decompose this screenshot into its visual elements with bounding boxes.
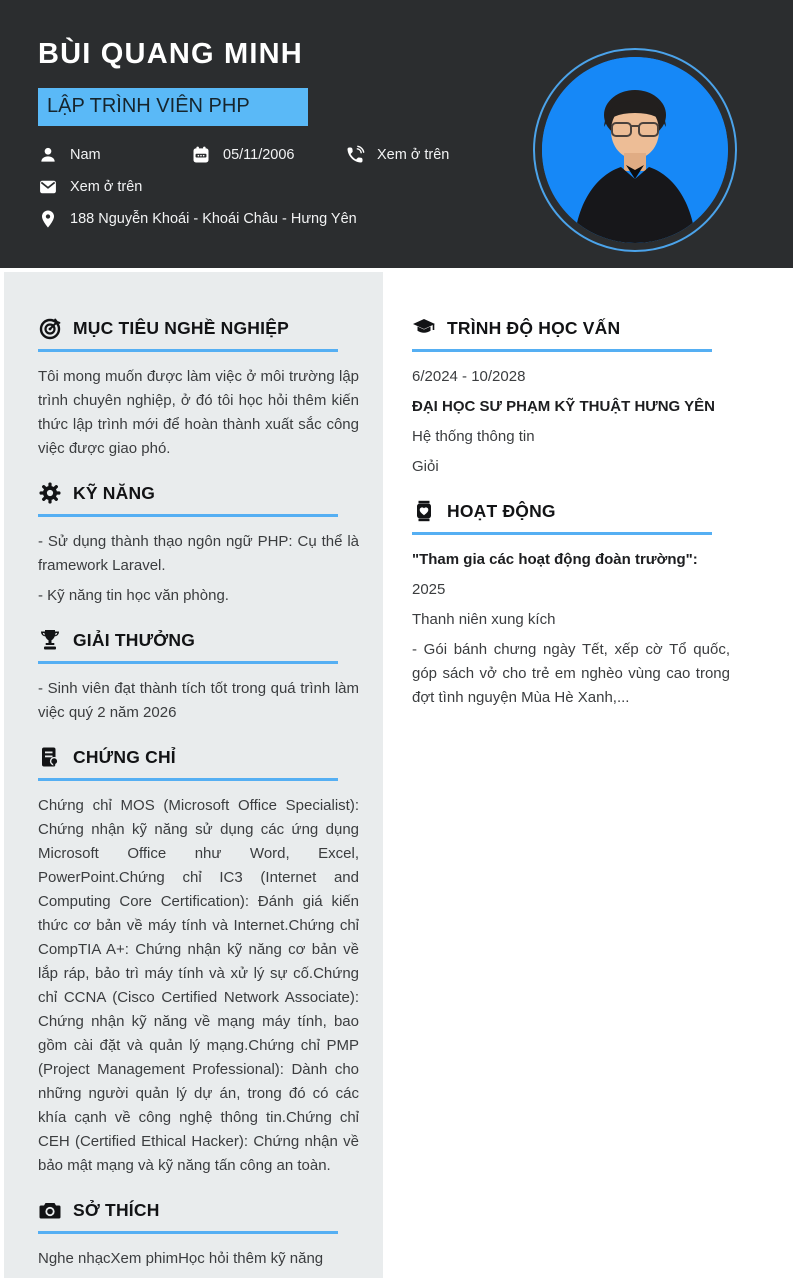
section-certificates-title: CHỨNG CHỈ bbox=[73, 746, 176, 767]
avatar-portrait bbox=[542, 57, 728, 243]
section-objective-title: MỤC TIÊU NGHỀ NGHIỆP bbox=[73, 317, 289, 338]
section-hobbies-header bbox=[38, 1198, 338, 1234]
section-activities-title: HOẠT ĐỘNG bbox=[447, 500, 556, 521]
hobbies-text: Nghe nhạcXem phimHọc hỏi thêm kỹ năng bbox=[38, 1250, 324, 1267]
section-activities bbox=[412, 499, 730, 710]
section-hobbies bbox=[38, 1198, 359, 1271]
contact-address-label: 188 Nguyễn Khoái - Khoái Châu - Hưng Yên bbox=[70, 211, 357, 227]
contact-address bbox=[38, 209, 357, 229]
person-name: BÙI QUANG MINH bbox=[38, 38, 303, 70]
activities-heading: "Tham gia các hoạt động đoàn trường": bbox=[412, 551, 698, 568]
contact-gender-label: Nam bbox=[70, 147, 101, 163]
contact-dob bbox=[191, 145, 295, 165]
graduation-cap-icon bbox=[412, 316, 436, 340]
section-certificates bbox=[38, 745, 359, 1178]
certificate-icon bbox=[38, 745, 62, 769]
section-hobbies-title: SỞ THÍCH bbox=[73, 1199, 160, 1220]
contact-phone bbox=[345, 145, 449, 165]
heart-watch-icon bbox=[412, 499, 436, 523]
contact-phone-label: Xem ở trên bbox=[377, 147, 450, 163]
section-objective-header bbox=[38, 316, 338, 352]
education-period: 6/2024 - 10/2028 bbox=[412, 368, 526, 385]
calendar-icon bbox=[191, 145, 211, 165]
activities-org: Thanh niên xung kích bbox=[412, 611, 556, 628]
education-grade: Giỏi bbox=[412, 458, 439, 475]
avatar bbox=[542, 57, 728, 243]
contact-gender bbox=[38, 145, 101, 165]
job-title-badge: LẬP TRÌNH VIÊN PHP bbox=[38, 88, 308, 126]
section-activities-header bbox=[412, 499, 712, 535]
gear-icon bbox=[38, 481, 62, 505]
section-awards-header bbox=[38, 628, 338, 664]
section-certificates-header bbox=[38, 745, 338, 781]
left-column bbox=[4, 272, 383, 1278]
education-school: ĐẠI HỌC SƯ PHẠM KỸ THUẬT HƯNG YÊN bbox=[412, 398, 715, 415]
contact-email bbox=[38, 177, 142, 197]
section-awards-title: GIẢI THƯỞNG bbox=[73, 629, 196, 650]
activities-year: 2025 bbox=[412, 581, 446, 598]
skill-item: - Sử dụng thành thạo ngôn ngữ PHP: Cụ thể là framework Laravel. bbox=[38, 533, 359, 574]
email-icon bbox=[38, 177, 58, 197]
skill-item: - Kỹ năng tin học văn phòng. bbox=[38, 587, 229, 604]
target-icon bbox=[38, 316, 62, 340]
section-objective bbox=[38, 316, 359, 461]
camera-icon bbox=[38, 1198, 62, 1222]
section-skills-header bbox=[38, 481, 338, 517]
trophy-icon bbox=[38, 628, 62, 652]
objective-text: Tôi mong muốn được làm việc ở môi trường lập trình chuyên nghiệp, ở đó tôi học hỏi thêm kiến thức lập trình mới để hoàn thành xuất sắc công việc được giao phó. bbox=[38, 368, 359, 457]
section-skills bbox=[38, 481, 359, 608]
certificates-text: Chứng chỉ MOS (Microsoft Office Specialist): Chứng nhận kỹ năng sử dụng các ứng dụng Microsoft Office như Word, Excel, PowerPoint.Chứng chỉ IC3 (Internet and Computing Core Certification): Đánh giá kiến thức cơ bản về máy tính và Internet.Chứng chỉ CompTIA A+: Chứng nhận kỹ năng cơ bản về lắp ráp, bảo trì máy tính và xử lý sự cố.Chứng chỉ CCNA (Cisco Certified Network Associate): Chứng nhận kỹ năng về mạng máy tính, bao gồm cài đặt và quản lý mạng.Chứng chỉ PMP (Project Management Professional): Dành cho những người quản lý dự án, trong đó có các khía cạnh về công nghệ thông tin.Chứng chỉ CEH (Certified Ethical Hacker): Chứng nhận về bảo mật mạng và kỹ năng tấn công an toàn. bbox=[38, 797, 359, 1174]
award-item: - Sinh viên đạt thành tích tốt trong quá trình làm việc quý 2 năm 2026 bbox=[38, 680, 359, 721]
contact-dob-label: 05/11/2006 bbox=[223, 147, 295, 163]
section-awards bbox=[38, 628, 359, 725]
section-education bbox=[412, 316, 730, 479]
phone-icon bbox=[345, 145, 365, 165]
right-column bbox=[383, 272, 800, 1280]
person-icon bbox=[38, 145, 58, 165]
location-icon bbox=[38, 209, 58, 229]
section-education-header bbox=[412, 316, 712, 352]
section-education-title: TRÌNH ĐỘ HỌC VẤN bbox=[447, 317, 621, 338]
section-skills-title: KỸ NĂNG bbox=[73, 482, 156, 503]
activities-desc: - Gói bánh chưng ngày Tết, xếp cờ Tổ quốc, góp sách vở cho trẻ em nghèo vùng cao trong đợt tình nguyện Mùa Hè Xanh,... bbox=[412, 641, 730, 706]
contact-email-label: Xem ở trên bbox=[70, 179, 143, 195]
education-major: Hệ thống thông tin bbox=[412, 428, 535, 445]
